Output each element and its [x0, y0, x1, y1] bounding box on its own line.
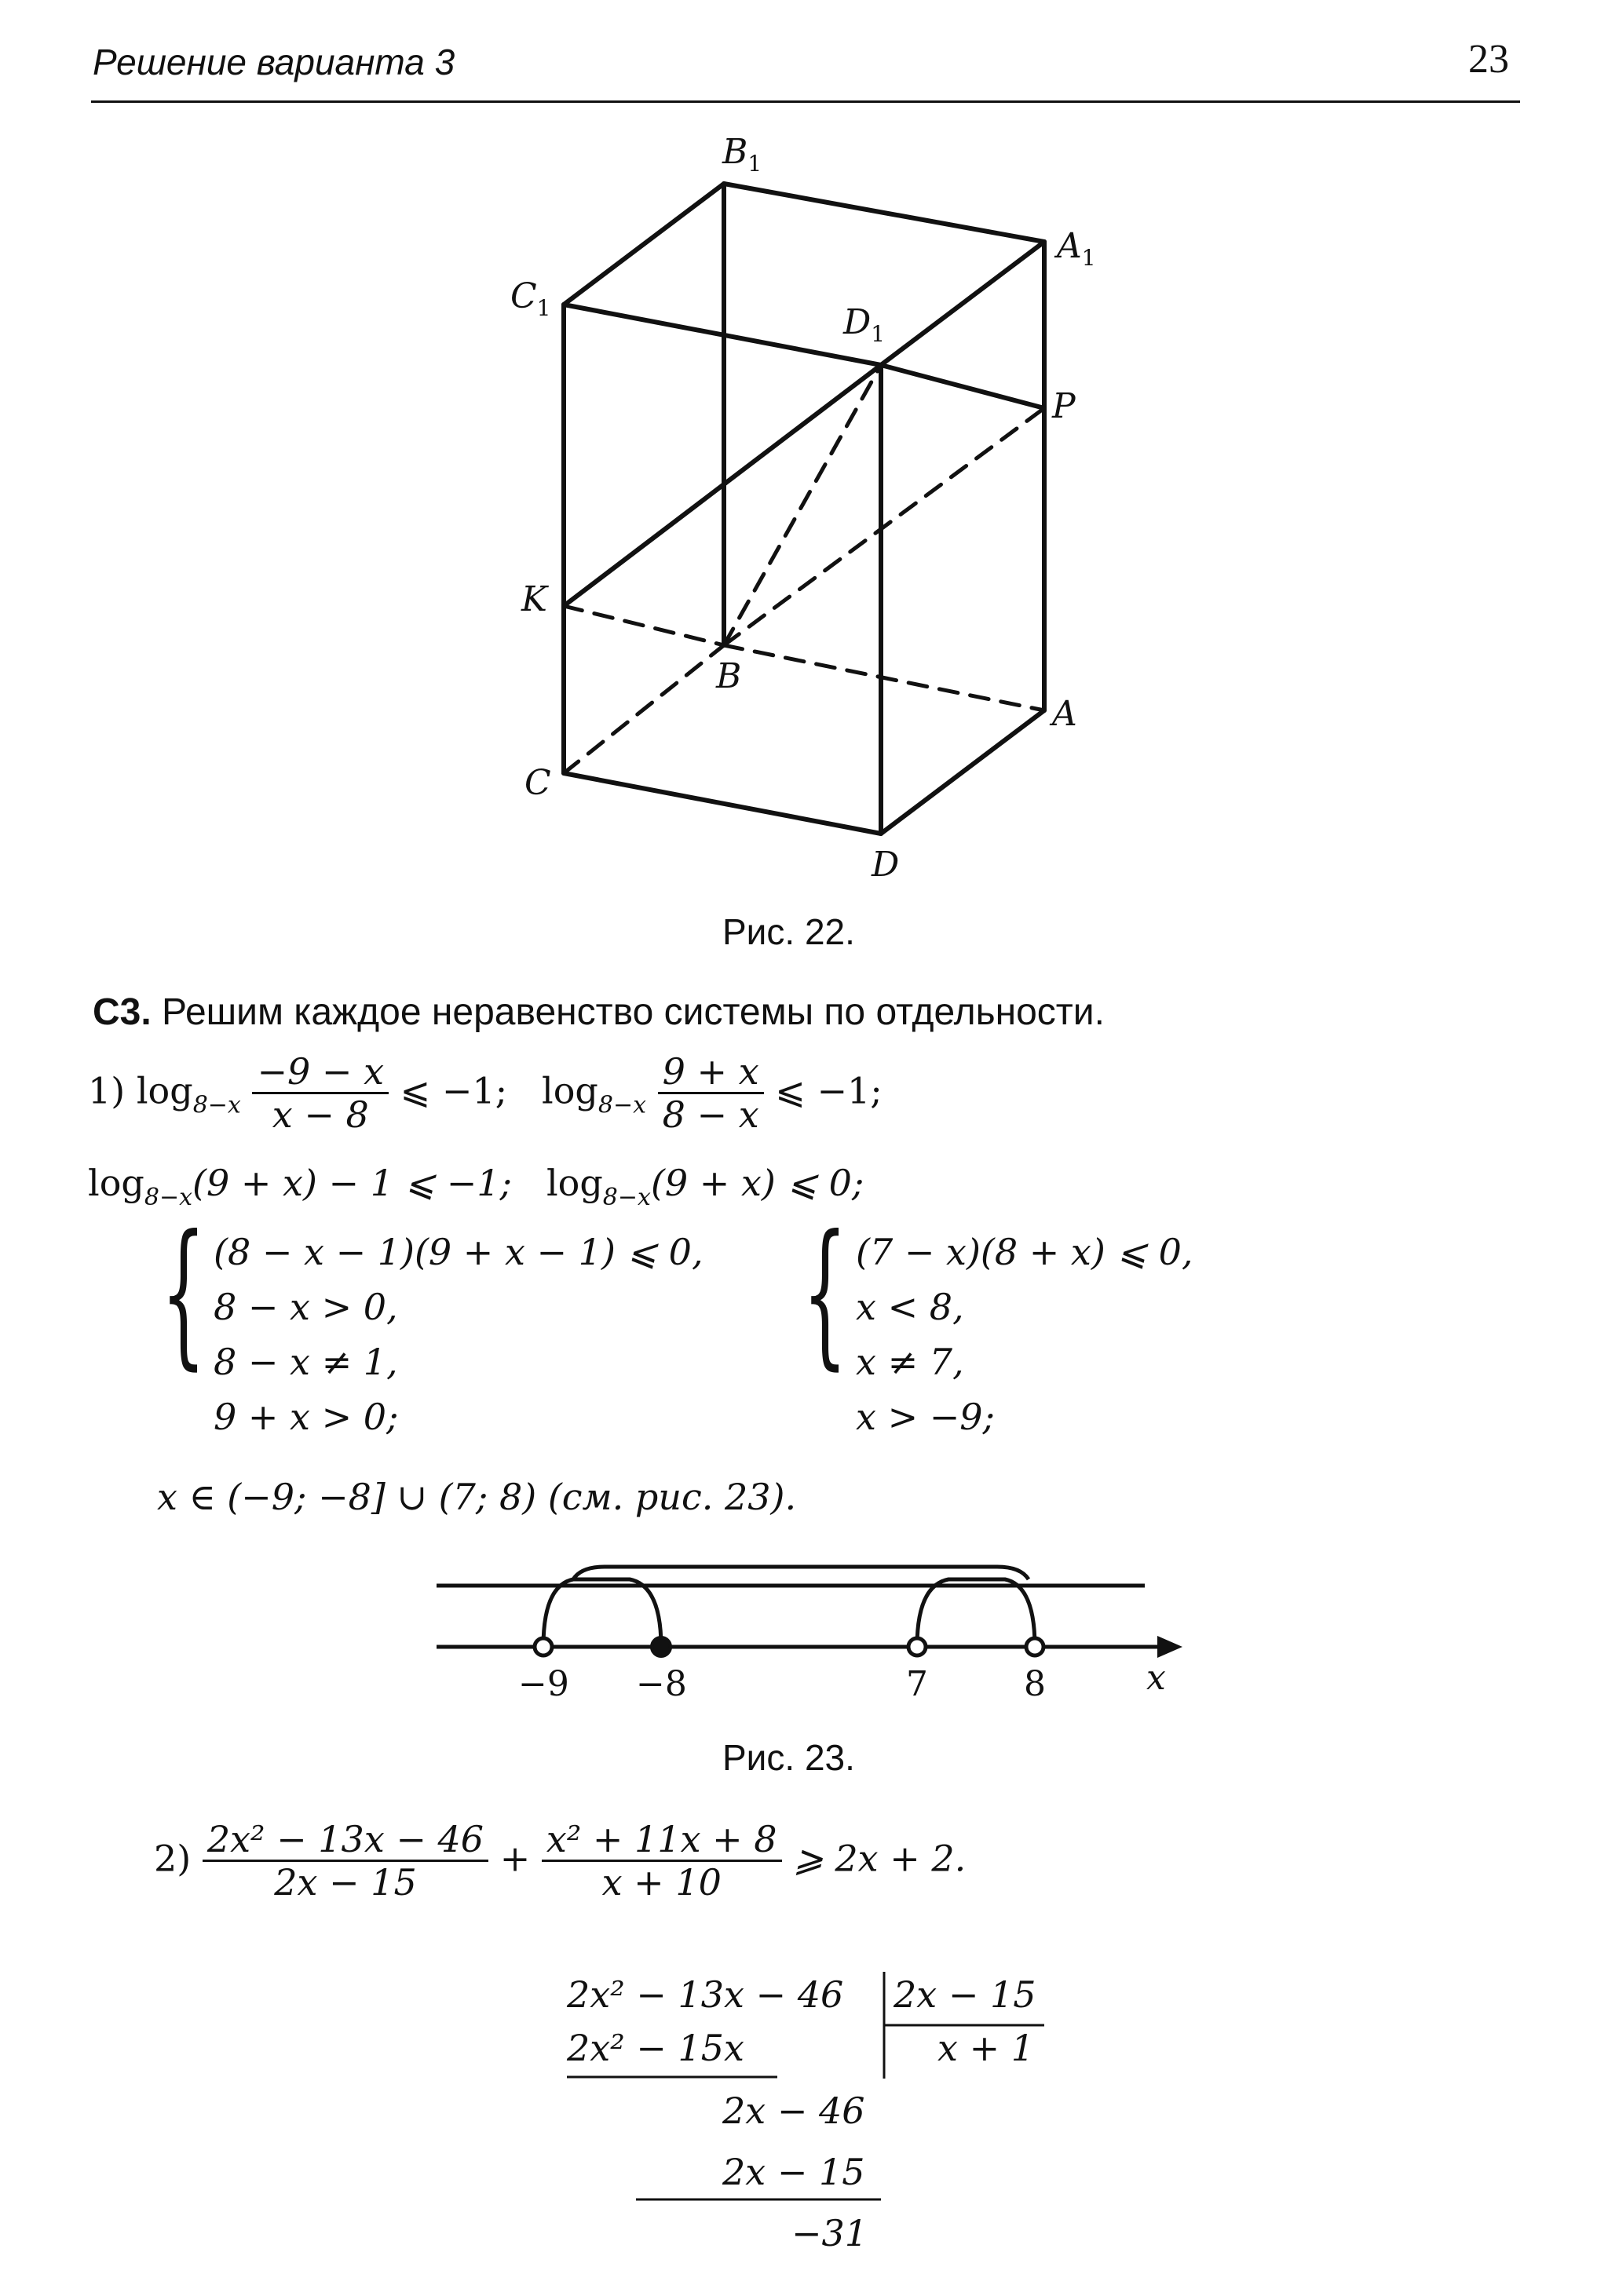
axis-label: x	[1146, 1658, 1166, 1698]
division-quotient: x + 1	[937, 2027, 1034, 2069]
label-b1: $B_1$	[722, 132, 762, 177]
log-op: log	[542, 1069, 598, 1112]
open-point-minus9	[535, 1638, 552, 1655]
step1b-part2: (9 + x) ⩽ 0;	[650, 1162, 864, 1204]
fraction-step2-1: $\frac{\text{2x² − 13x − 46}}{2x - 15}$	[203, 1820, 488, 1903]
step1-answer: x ∈ (−9; −8] ∪ (7; 8) (см. рис. 23).	[157, 1476, 797, 1518]
log-op: log	[136, 1069, 193, 1112]
step1-marker: 1)	[88, 1069, 126, 1112]
system-left-line: 8 − x ≠ 1,	[214, 1341, 398, 1383]
hidden-segment-k-b	[564, 606, 724, 645]
tick-label: 8	[1024, 1664, 1046, 1704]
log-base: 8−x	[144, 1184, 193, 1211]
problem-intro-text: Решим каждое неравенство системы по отдельности.	[162, 991, 1105, 1033]
page-number: 23	[1468, 37, 1509, 82]
relation-2: ⩽ −1;	[775, 1069, 883, 1112]
system-left-line: 8 − x > 0,	[214, 1286, 398, 1328]
system-right-line: x ≠ 7,	[856, 1341, 964, 1383]
label-p: P	[1052, 386, 1076, 426]
label-a: A	[1052, 694, 1077, 734]
log-op: log	[546, 1162, 603, 1204]
label-k: K	[521, 579, 547, 619]
label-c: C	[524, 763, 551, 803]
hidden-segment-b-d1	[724, 365, 881, 645]
division-divisor: 2x − 15	[894, 1973, 1036, 2016]
edge-b1-a1	[724, 184, 1044, 242]
open-point-8	[1026, 1638, 1043, 1655]
log-base: 8−x	[602, 1184, 651, 1211]
tick-label: −9	[518, 1664, 569, 1704]
system-right-line: x < 8,	[856, 1286, 964, 1328]
label-b: B	[716, 656, 742, 696]
closed-point-minus8	[652, 1637, 671, 1656]
figure-22-prism	[0, 0, 1608, 973]
fraction-step2-2: $\frac{\text{x² + 11x + 8}}{x + 10}$	[542, 1820, 782, 1903]
figure-23-caption: Рис. 23.	[722, 1737, 855, 1778]
system-right-line: (7 − x)(8 + x) ⩽ 0,	[856, 1231, 1193, 1273]
edge-c-d	[564, 773, 881, 834]
edge-d-a	[881, 710, 1044, 834]
log-base: 8−x	[598, 1091, 647, 1119]
system-left-line: (8 − x − 1)(9 + x − 1) ⩽ 0,	[214, 1231, 704, 1273]
tick-label: −8	[636, 1664, 687, 1704]
hidden-edge-b-a	[724, 645, 1044, 710]
plus-sign: +	[499, 1837, 531, 1880]
step2-marker: 2)	[154, 1837, 192, 1880]
step2-line	[154, 1820, 966, 1903]
label-d1: $D_1$	[843, 302, 886, 347]
running-header-title: Решение варианта 3	[93, 42, 455, 82]
edge-d1-a1	[881, 242, 1044, 365]
label-a1: $A_1$	[1057, 226, 1096, 271]
fraction-1: $\frac{-9 - x}{x - 8}$	[252, 1052, 389, 1135]
tick-label: 7	[906, 1664, 928, 1704]
division-dividend: 2x² − 13x − 46	[567, 1973, 844, 2016]
step2-rhs: ⩾ 2x + 2.	[793, 1837, 967, 1880]
open-point-7	[908, 1638, 926, 1655]
fraction-2: $\frac{9 + x}{8 - x}$	[658, 1052, 764, 1135]
axis-arrow	[1157, 1636, 1182, 1658]
log-op: log	[88, 1162, 144, 1204]
division-sub1: 2x² − 15x	[567, 2027, 744, 2069]
hidden-edge-c-b	[564, 645, 724, 773]
figure-22-caption: Рис. 22.	[722, 911, 855, 952]
figure-23-number-line	[0, 1539, 1608, 1719]
division-sub2: 2x − 15	[722, 2151, 865, 2193]
system-right-line: x > −9;	[856, 1396, 996, 1438]
interval-arc-right	[917, 1579, 1035, 1647]
division-remainder: −31	[791, 2212, 868, 2254]
hidden-segment-b-p	[724, 408, 1044, 645]
problem-label: С3.	[93, 991, 152, 1033]
relation-1: ⩽ −1;	[400, 1069, 508, 1112]
step1b-part1: (9 + x) − 1 ⩽ −1;	[192, 1162, 513, 1204]
system-left-line: 9 + x > 0;	[214, 1396, 399, 1438]
division-rem1: 2x − 46	[722, 2090, 865, 2132]
system-left-brace: {	[161, 1202, 206, 1385]
segment-d1-p	[881, 365, 1044, 408]
interval-arc-left	[543, 1579, 661, 1647]
step1-line	[88, 1052, 883, 1135]
label-d: D	[872, 845, 900, 885]
system-right-brace: {	[802, 1202, 848, 1385]
edge-b1-c1	[564, 184, 724, 305]
label-c1: $C_1$	[510, 276, 551, 321]
log-base: 8−x	[192, 1091, 241, 1119]
division-lines	[0, 1962, 1608, 2276]
problem-c3-intro	[93, 991, 1105, 1034]
